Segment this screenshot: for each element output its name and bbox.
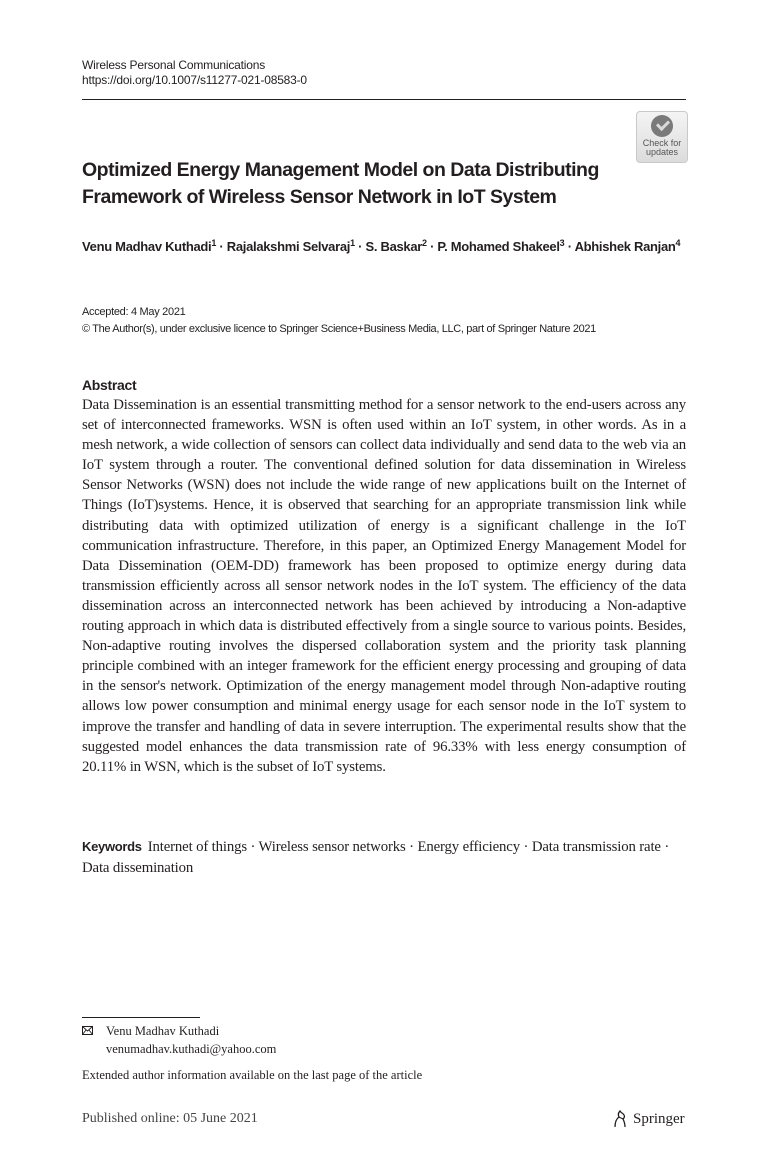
author-name: Abhishek Ranjan bbox=[574, 239, 676, 254]
copyright-notice: © The Author(s), under exclusive licence to Springer Science+Business Media, LLC, part of Springer Nature 2021 bbox=[82, 323, 596, 335]
check-for-updates-badge[interactable] bbox=[636, 111, 688, 163]
accepted-date: Accepted: 4 May 2021 bbox=[82, 306, 186, 318]
doi-link[interactable]: https://doi.org/10.1007/s11277-021-08583-0 bbox=[82, 73, 307, 87]
footnote-rule bbox=[82, 1017, 200, 1018]
abstract-heading: Abstract bbox=[82, 377, 137, 393]
keywords-label: Keywords bbox=[82, 839, 142, 854]
author-affiliation: 3 bbox=[559, 238, 565, 248]
springer-label: Springer bbox=[633, 1111, 685, 1127]
author-name: Venu Madhav Kuthadi bbox=[82, 239, 212, 254]
corresponding-author: Venu Madhav Kuthadi bbox=[106, 1024, 220, 1038]
journal-name: Wireless Personal Communications bbox=[82, 58, 265, 72]
author-separator: · bbox=[426, 239, 438, 254]
author-separator: · bbox=[216, 239, 227, 254]
author-affiliation: 2 bbox=[422, 238, 427, 248]
keywords bbox=[82, 837, 686, 878]
author-affiliation: 1 bbox=[350, 238, 355, 248]
check-updates-icon bbox=[651, 115, 673, 137]
journal-header bbox=[82, 58, 307, 88]
extended-author-info: Extended author information available on the last page of the article bbox=[82, 1068, 423, 1082]
author-list bbox=[82, 236, 686, 257]
author-affiliation: 1 bbox=[211, 238, 217, 248]
abstract-text: Data Dissemination is an essential transmitting method for a sensor network to the end-users across any set of interconnected frameworks. WSN is often used within an IoT system, in other words. As in a mesh network, a wide collection of sensors can collect data individually and send data to the web via an IoT system through a router. The conventional defined solution for data dissemination in Wireless Sensor Networks (WSN) does not include the wide range of new applications built on the Internet of Things (IoT)systems. Hence, it is observed that searching for an appropriate transmission link while distributing data with optimized utilization of energy is a significant challenge in the IoT communication infrastructure. Therefore, in this paper, an Optimized Energy Management Model for Data Dissemination (OEM-DD) framework has been proposed to optimize energy during data transmission efficiently across all sensor network nodes in the IoT system. The efficiency of the data dissemination across an interconnected network has been achieved by introducing a Non-adaptive routing approach in which data is distributed effectively from a single source to various points. Besides, Non-adaptive routing involves the dispersed collaboration system and the priority task planning principle combined with an integer framework for the efficient energy processing and grouping of data in the sensor's network. Optimization of the energy management model through Non-adaptive routing allows low power consumption and minimal energy usage for each sensor node in the IoT system to improve the transfer and handling of data in severe interruption. The experimental results show that the suggested model enhances the data transmission rate of 96.33% with less energy consumption of 20.11% in WSN, which is the subset of IoT systems. bbox=[82, 397, 686, 775]
author-name: Rajalakshmi Selvaraj bbox=[226, 239, 351, 254]
springer-horse-icon bbox=[612, 1110, 628, 1128]
published-date: Published online: 05 June 2021 bbox=[82, 1111, 258, 1126]
badge-line-2: updates bbox=[645, 147, 679, 157]
paper-title: Optimized Energy Management Model on Data Distributing Framework of Wireless Sensor Network in IoT System bbox=[82, 159, 599, 208]
keywords-text: Internet of things · Wireless sensor networks · Energy efficiency · Data transmission rate · Data dissemination bbox=[82, 839, 670, 876]
author-separator: · bbox=[354, 239, 366, 254]
badge-line-1: Check for bbox=[642, 138, 682, 148]
author-separator: · bbox=[564, 239, 575, 254]
author-affiliation: 4 bbox=[675, 238, 681, 248]
corresponding-email[interactable]: venumadhav.kuthadi@yahoo.com bbox=[106, 1042, 277, 1056]
envelope-icon bbox=[82, 1026, 93, 1035]
header-rule bbox=[82, 99, 686, 100]
author-name: S. Baskar bbox=[365, 239, 423, 254]
author-name: P. Mohamed Shakeel bbox=[437, 239, 560, 254]
